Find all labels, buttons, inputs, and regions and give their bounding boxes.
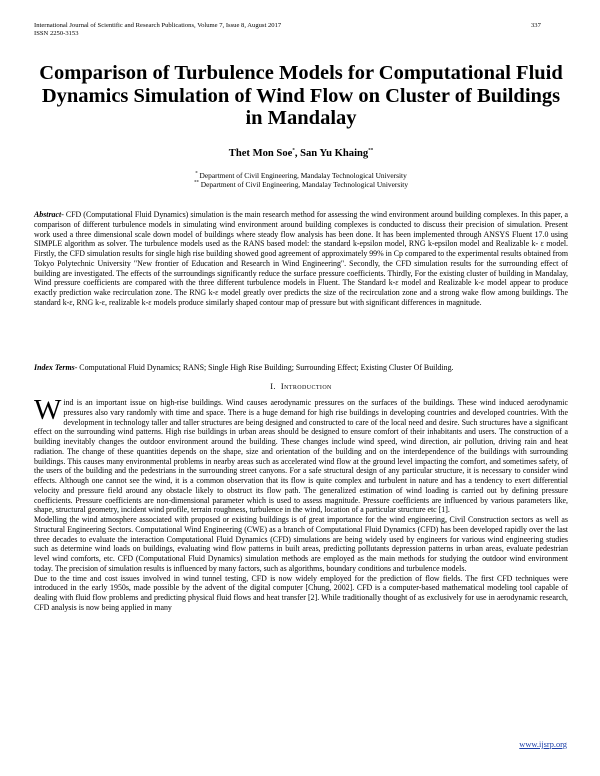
affiliation-mark: *	[195, 171, 198, 177]
author-name: Thet Mon Soe	[228, 148, 293, 159]
affiliation	[34, 180, 568, 189]
paragraph: Due to the time and cost issues involved in wind tunnel testing, CFD is now widely employed for the prediction of flow fields. The first CFD techniques were introduced in the early 1950s, made possible by the advent of the digital computer [Chung, 2002]. CFD is a computer-based mathematical modeling tool capable of dealing with fluid flow problems and predicting physical fluid flows and heat transfer [2]. While traditionally thought of as exclusively for use in aerodynamic research, CFD analysis is now being applied in many	[34, 573, 568, 612]
journal-header	[34, 22, 534, 39]
journal-line: International Journal of Scientific and Research Publications, Volume 7, Issue 8, August 2017	[34, 22, 282, 29]
index-terms	[34, 363, 568, 373]
affiliation	[34, 171, 568, 180]
abstract-text: - CFD (Computational Fluid Dynamics) simulation is the main research method for assessing the wind environment around building complexes. In this paper, a comparison of different turbulence models in simulating wind environment around building complexes is conducted to discuss their precision of simulation. Present work used a three dimensional scale down model of buildings where steady flow analysis has been done. It has been implemented through ANSYS Fluent 17.0 using SIMPLE algorithm as solver. The turbulence models used as the RANS based model: the standard k-epsilon model, RNG k-epsilon model and Realizable k- ε model. Firstly, the CFD simulation results for single high rise building showed good agreement of approximately 99% in Cp compared to the experimental results obtained from Tokyo Polytechnic University "New frontier of Education and Research in Wind Engineering". Secondly, the CFD simulation results for the surrounding effect of building are investigated. The effects of the surroundings significantly reduce the surface pressure coefficients. Thirdly, For the existing cluster of building in Mandalay, Wind pressure coefficients are compared with the three different turbulence models in Fluent. The Standard k-ε model and Realizable k-ε model appear to produce exactly prediction wake recirculation zone. The RNG k-ε model greatly over predicts the size of the recirculation zone and a strong wake flow among buildings. The standard k-ε, RNG k-ε, realizable k-ε models produce similarly shaped contour map of pressure but with significant differences in magnitude.	[34, 210, 568, 307]
paragraph: Modelling the wind atmosphere associated with proposed or existing buildings is of great importance for the wind engineering, Civil Construction sectors as well as Structural Engineering Sectors. Computational Wind Engineering (CWE) as a branch of Computational Fluid Dynamics (CFD) has been developed rapidly over the last three decades to evaluate the interaction Computational Fluid Dynamics (CFD) simulations are being widely used by engineers for various wind engineering studies such as determine wind loads on buildings, evaluating wind flow patterns in built areas, predicting pollutants depression patterns in urban areas, evaluate pedestrian level wind comforts, etc. CFD (Computational Fluid Dynamics) simulation methods are employed as the main methods for studying the outdoor wind environment today. The precision of simulation results is influenced by many factors, such as algorithms, boundary conditions and turbulence models.	[34, 515, 568, 573]
section-heading	[34, 382, 568, 391]
affiliation-text: Department of Civil Engineering, Mandalay Technological University	[198, 180, 409, 190]
abstract	[34, 210, 568, 308]
author-separator: ,	[294, 148, 301, 159]
author-name: San Yu Khaing	[300, 148, 369, 159]
section-number: I.	[270, 382, 276, 391]
index-terms-label: Index Terms	[34, 363, 75, 372]
page-number: 337	[531, 22, 541, 29]
author-list	[34, 148, 568, 159]
issn: ISSN 2250-3153	[34, 30, 79, 38]
introduction-body	[34, 394, 568, 613]
abstract-label: Abstract	[34, 210, 62, 219]
affiliations	[34, 171, 568, 190]
journal-website-link[interactable]: www.ijsrp.org	[519, 740, 567, 749]
author-mark: **	[368, 148, 374, 154]
paper-title: Comparison of Turbulence Models for Computational Fluid Dynamics Simulation of Wind Flow on Cluster of Buildings in Mandalay	[39, 62, 563, 129]
affiliation-mark: **	[193, 180, 199, 186]
section-title: Introduction	[280, 382, 332, 391]
affiliation-text: Department of Civil Engineering, Mandalay Technological University	[197, 171, 407, 180]
paragraph-text: ind is an important issue on high-rise buildings. Wind causes aerodynamic pressures on the surfaces of the buildings. These wind induced aerodynamic pressures also vary randomly with time and space. There is a huge demand for high rise buildings in developing countries and developed countries. With the development in technology taller and taller structures are being designed and constructed to care of the local need and desire. Such structures have a significant effect on the surrounding wind patterns. High rise buildings in urban areas should be designed to ensure comfort of their inhabitants and users. The construction of a building inevitably changes the outdoor environment around the building. These changes include wind speed, wind direction, air pollution, driving rain and heat radiation. The change of these quantities depends on the shape, size and orientation of the building and on the interdependence of the buildings with surrounding buildings. This causes many environmental problems in nearby areas such as accelerated wind flow at the ground level impacting the comfort, and sometimes safety, of the users of the building and the pedestrians in the surrounding street canyons. For a safe structural design of any particular structure, it is necessary to consider wind effects. Although one cannot see the wind, it is a common observation that its flow is quite complex and turbulent in nature and has a tendency to exert differential velocity and pressure field around any obstacle likely to obstruct its flow path. The generalized estimation of wind loading is carried out by defining pressure coefficients. Pressure coefficients are non-dimensional parameter which is used to assess magnitude. Pressure coefficients are influenced by various parameters like, shape, structural geometry, incident wind profile, terrain roughness, turbulence in the wind, location of a particular structure etc [1].	[34, 398, 568, 515]
drop-cap: W	[34, 394, 62, 426]
paragraph	[34, 394, 568, 515]
index-terms-text: - Computational Fluid Dynamics; RANS; Single High Rise Building; Surrounding Effect; Existing Cluster Of Building.	[74, 363, 454, 372]
author-mark: *	[292, 148, 295, 154]
